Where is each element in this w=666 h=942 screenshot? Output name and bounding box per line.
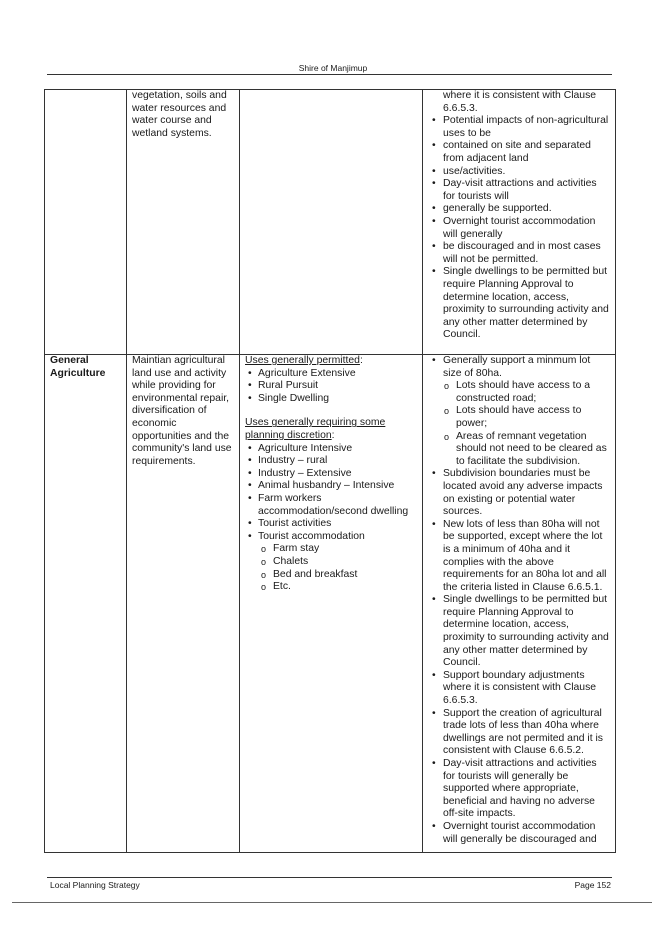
footer-document-title: Local Planning Strategy xyxy=(50,880,140,890)
list-item: • Potential impacts of non-agricultural uses to be xyxy=(428,115,611,140)
permitted-heading: Uses generally permitted xyxy=(245,355,360,366)
sub-list-item: o Lots should have access to power; xyxy=(443,405,611,430)
header-rule xyxy=(47,74,612,75)
footer-rule xyxy=(47,877,612,878)
list-item: • use/activities. xyxy=(428,166,611,179)
list-item: • Industry – rural xyxy=(245,455,418,468)
objective-text: Maintian agricultural land use and activity while providing for environmental repair, diversification of economic opportunities and the community's land use requirements. xyxy=(132,355,232,467)
zone-cell xyxy=(45,355,127,853)
objective-text: vegetation, soils and water resources and water course and wetland systems. xyxy=(132,90,227,139)
list-item: • Support boundary adjustments where it is consistent with Clause 6.6.5.3. xyxy=(428,670,611,708)
list-item: • generally be supported. xyxy=(428,203,611,216)
list-item: • contained on site and separated from adjacent land xyxy=(428,140,611,165)
list-item: • Agriculture Intensive xyxy=(245,443,418,456)
list-item: • Day-visit attractions and activities for tourists will xyxy=(428,178,611,203)
list-item: • Industry – Extensive xyxy=(245,468,418,481)
list-item: • Farm workers accommodation/second dwelling xyxy=(245,493,418,518)
list-item: • Subdivision boundaries must be located avoid any adverse impacts on existing or potential water sources. xyxy=(428,468,611,518)
sub-list-item: o Farm stay xyxy=(260,543,418,556)
sub-list-item: o Chalets xyxy=(260,556,418,569)
list-item xyxy=(428,355,611,468)
list-item: • Overnight tourist accommodation will generally xyxy=(428,216,611,241)
list-item-label: Tourist accommodation xyxy=(258,530,365,542)
list-item: • Support the creation of agricultural trade lots of less than 40ha where dwellings are not permited and it is consistent with Clause 6.6.5.2. xyxy=(428,708,611,758)
list-item: • Animal husbandry – Intensive xyxy=(245,480,418,493)
table-row-general-agriculture xyxy=(45,355,616,853)
footer-page-number: Page 152 xyxy=(574,880,611,890)
sub-list-item: o Etc. xyxy=(260,581,418,594)
policy-cell xyxy=(423,355,616,853)
list-item: • be discouraged and in most cases will not be permitted. xyxy=(428,241,611,266)
uses-cell: Uses generally permitted: • Agriculture Extensive • Rural Pursuit • Single Dwelling Uses generally requiring some planning discretion: • Agriculture Intensive • Industry – rural • Industry – Extensive • Animal husbandry – Intensive • Farm workers accommodation/second dwelling • Tourist activities • Tourist accommodation o Farm stay o Chalets o Bed and breakfast o Etc. xyxy=(240,355,423,853)
zone-name: General Agriculture xyxy=(50,355,106,379)
page-header-title: Shire of Manjimup xyxy=(298,63,368,73)
list-item: • Tourist activities xyxy=(245,518,418,531)
uses-cell xyxy=(240,90,423,355)
list-item: • Single dwellings to be permitted but require Planning Approval to determine location, access, proximity to surrounding activity and any other matter determined by Council. xyxy=(428,266,611,342)
planning-table xyxy=(44,89,616,853)
list-item: • Single Dwelling xyxy=(245,393,418,406)
list-item: • Single dwellings to be permitted but require Planning Approval to determine location, access, proximity to surrounding activity and any other matter determined by Council. xyxy=(428,594,611,670)
list-item xyxy=(245,531,418,594)
list-item: • Rural Pursuit xyxy=(245,380,418,393)
sub-list-item: o Areas of remnant vegetation should not need to be cleared as to facilitate the subdivision. xyxy=(443,431,611,469)
sub-list-item: o Bed and breakfast xyxy=(260,569,418,582)
objective-cell xyxy=(127,90,240,355)
list-item-label: Generally support a minmum lot size of 80ha. xyxy=(443,355,591,379)
page-bottom-rule xyxy=(12,902,652,903)
list-item: • New lots of less than 80ha will not be supported, except where the lot is a minimum of 40ha and it complies with the above requirements for an 80ha lot and all the criteria listed in Clause 6.6.5.1. xyxy=(428,519,611,595)
objective-cell xyxy=(127,355,240,853)
list-item: • Overnight tourist accommodation will generally be discouraged and xyxy=(428,821,611,846)
zone-cell xyxy=(45,90,127,355)
policy-cell xyxy=(423,90,616,355)
discretion-heading: Uses generally requiring some planning discretion xyxy=(245,417,386,441)
sub-list-item: o Lots should have access to a constructed road; xyxy=(443,380,611,405)
list-item: • Day-visit attractions and activities for tourists will generally be supported where appropriate, beneficial and having no adverse off-site impacts. xyxy=(428,758,611,821)
policy-intro: where it is consistent with Clause 6.6.5.3. xyxy=(443,90,597,114)
list-item: • Agriculture Extensive xyxy=(245,368,418,381)
table-row-continued xyxy=(45,90,616,355)
